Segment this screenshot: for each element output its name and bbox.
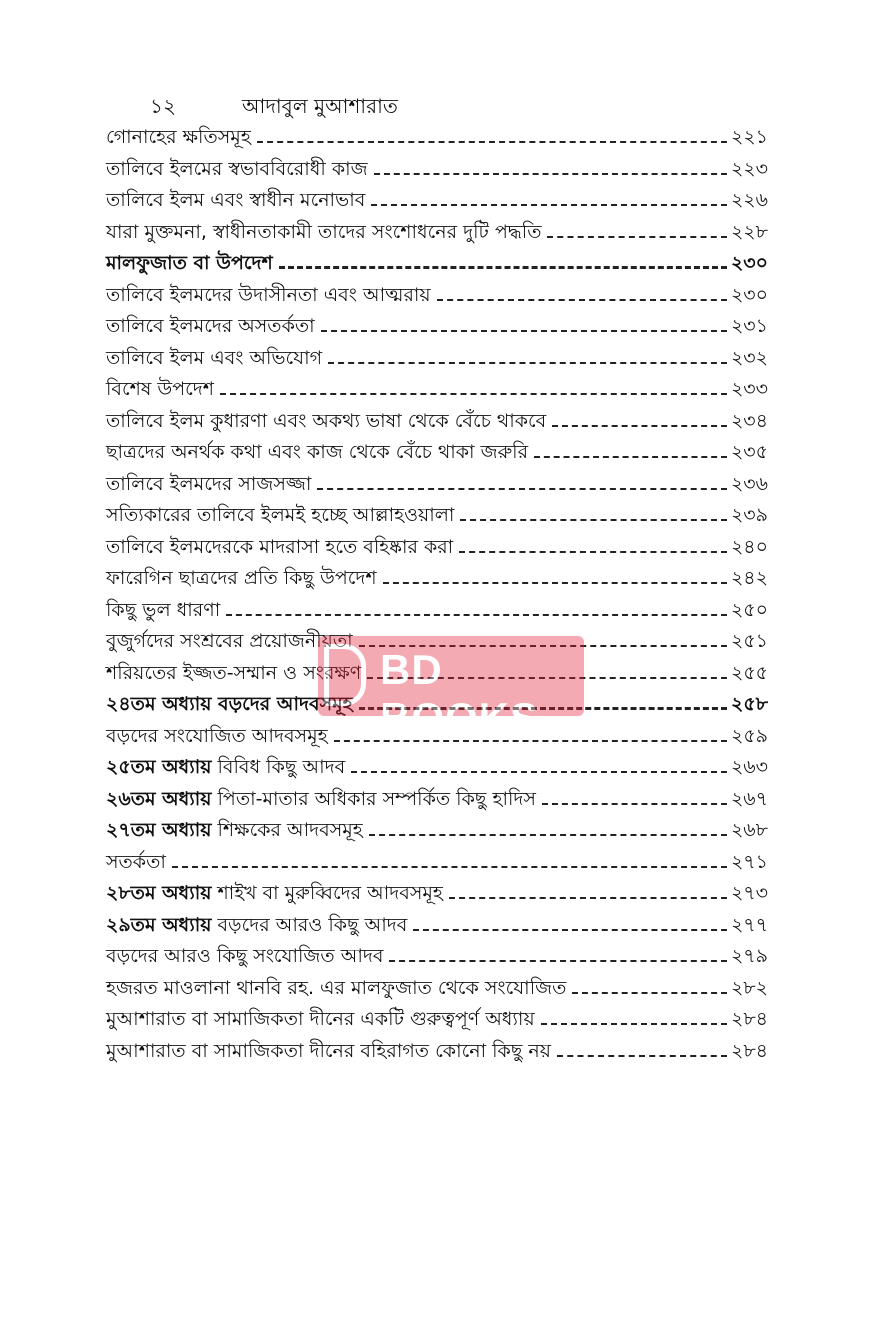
- toc-entry: [106, 532, 768, 564]
- toc-entry-page: ২৩৪: [730, 409, 768, 432]
- toc-entry-page: ২৬৮: [730, 819, 768, 841]
- dot-leader: [359, 645, 727, 647]
- chapter-label: ২৪তম অধ্যায়: [106, 693, 212, 715]
- toc-entry-title: বড়দের আরও কিছু সংযোজিত আদব: [106, 945, 384, 967]
- dot-leader: [220, 393, 727, 395]
- toc-entry: [106, 910, 768, 942]
- toc-entry-title: তালিবে ইলমদের উদাসীনতা এবং আত্মরায়: [106, 283, 431, 306]
- toc-entry: [106, 469, 768, 501]
- toc-entry-title: তালিবে ইলমদেরকে মাদরাসা হতে বহিষ্কার করা: [106, 535, 454, 558]
- toc-entry: [106, 1004, 768, 1036]
- page-header: [150, 92, 398, 118]
- toc-entry-title: বিশেষ উপদেশ: [106, 378, 214, 400]
- toc-entry-page: ২২৬: [730, 189, 768, 211]
- dot-leader: [374, 173, 727, 175]
- dot-leader: [389, 960, 727, 962]
- dot-leader: [383, 582, 727, 584]
- toc-entry-title: [106, 752, 351, 784]
- toc-entry-page: ২৭১: [730, 850, 768, 873]
- toc-entry-title: [106, 815, 369, 847]
- chapter-title: বিবিধ কিছু আদব: [211, 756, 346, 778]
- toc-entry-title: বড়দের সংযোজিত আদবসমূহ: [106, 724, 328, 747]
- toc-entry: [106, 847, 768, 879]
- toc-entry-page: ২২৮: [730, 220, 768, 243]
- chapter-label: ২৮তম অধ্যায়: [106, 882, 212, 904]
- dot-leader: [437, 299, 727, 301]
- chapter-title: পিতা-মাতার অধিকার সম্পর্কিত কিছু হাদিস: [211, 787, 536, 810]
- toc-entry-page: ২৩০: [730, 283, 768, 306]
- toc-entry: [106, 280, 768, 312]
- chapter-label: ২৭তম অধ্যায়: [106, 819, 212, 841]
- page-number: ১২: [150, 94, 176, 118]
- toc-entry-page: ২৪০: [730, 535, 768, 558]
- toc-entry-title: সতর্কতা: [106, 850, 166, 873]
- toc-entry-title: তালিবে ইলম এবং স্বাধীন মনোভাব: [106, 189, 366, 211]
- toc-entry-page: ২৩০: [730, 252, 768, 274]
- toc-entry: [106, 437, 768, 469]
- toc-entry: [106, 595, 768, 627]
- dot-leader: [541, 1023, 727, 1025]
- dot-leader: [534, 456, 727, 458]
- dot-leader: [226, 614, 727, 616]
- dot-leader: [547, 236, 726, 238]
- chapter-title: শিক্ষকের আদবসমূহ: [211, 819, 363, 841]
- toc-entry: [106, 973, 768, 1005]
- toc-entry: [106, 1036, 768, 1068]
- dot-leader: [460, 519, 727, 521]
- chapter-title: শাইখ বা মুরুব্বিদের আদবসমূহ: [211, 882, 443, 904]
- toc-entry-title: তালিবে ইলমের স্বভাববিরোধী কাজ: [106, 157, 368, 180]
- toc-entry-title: [106, 784, 542, 816]
- toc-entry-title: তালিবে ইলমদের সাজসজ্জা: [106, 472, 312, 495]
- toc-entry-page: ২৭৩: [730, 882, 768, 904]
- toc-entry-title: মুআশারাত বা সামাজিকতা দীনের বহিরাগত কোনো কিছু নয়: [106, 1039, 551, 1062]
- chapter-label: ২৬তম অধ্যায়: [106, 787, 212, 810]
- toc-entry-page: ২৮২: [730, 976, 768, 999]
- dot-leader: [557, 1055, 727, 1057]
- toc-entry-page: ২৫০: [730, 598, 768, 621]
- toc-entry: [106, 941, 768, 973]
- toc-entry-title: ফারেগিন ছাত্রদের প্রতি কিছু উপদেশ: [106, 567, 377, 589]
- chapter-label: ২৯তম অধ্যায়: [106, 913, 212, 936]
- toc-entry-page: ২৩৫: [730, 441, 768, 463]
- toc-entry-page: ২৮৪: [730, 1008, 768, 1030]
- toc-entry-page: ২৭৯: [730, 945, 768, 967]
- toc-entry-title: তালিবে ইলম এবং অভিযোগ: [106, 346, 323, 369]
- toc-entry-title: হজরত মাওলানা থানবি রহ. এর মালফুজাত থেকে সংযোজিত: [106, 976, 567, 999]
- toc-entry: [106, 626, 768, 658]
- toc-entry-page: ২৩২: [730, 346, 768, 369]
- toc-entry: [106, 500, 768, 532]
- dot-leader: [371, 204, 727, 206]
- dot-leader: [542, 803, 727, 805]
- toc-entry-title: সত্যিকারের তালিবে ইলমই হচ্ছে আল্লাহওয়ালা: [106, 504, 455, 526]
- toc-entry: [106, 154, 768, 186]
- toc-entry-title: মুআশারাত বা সামাজিকতা দীনের একটি গুরুত্বপূর্ণ অধ্যায়: [106, 1008, 535, 1030]
- toc-entry: [106, 311, 768, 343]
- toc-entry-title: [106, 910, 413, 942]
- toc-entry-page: ২৬৭: [730, 787, 768, 810]
- toc-entry-page: ২৩১: [730, 315, 768, 337]
- toc-entry-page: ২৭৭: [730, 913, 768, 936]
- toc-entry: [106, 563, 768, 595]
- toc-entry-title: তালিবে ইলম কুধারণা এবং অকথ্য ভাষা থেকে বেঁচে থাকবে: [106, 409, 547, 432]
- chapter-label: ২৫তম অধ্যায়: [106, 756, 212, 778]
- dot-leader: [369, 834, 727, 836]
- dot-leader: [279, 266, 727, 269]
- dot-leader: [172, 866, 727, 868]
- toc-entry-page: ২৫৯: [730, 724, 768, 747]
- toc-entry-title: মালফুজাত বা উপদেশ: [106, 252, 273, 274]
- toc-entry-title: তালিবে ইলমদের অসতর্কতা: [106, 315, 315, 337]
- toc-entry-title: যারা মুক্তমনা, স্বাধীনতাকামী তাদের সংশোধনের দুটি পদ্ধতি: [106, 220, 542, 243]
- dot-leader: [413, 929, 727, 931]
- table-of-contents: [106, 122, 768, 1067]
- toc-entry-title: গোনাহের ক্ষতিসমূহ: [106, 126, 251, 148]
- dot-leader: [334, 740, 727, 742]
- toc-entry-title: কিছু ভুল ধারণা: [106, 598, 221, 621]
- toc-entry-title: [106, 689, 359, 721]
- toc-entry-page: ২৫৮: [730, 693, 768, 715]
- toc-entry: [106, 185, 768, 217]
- toc-entry: [106, 784, 768, 816]
- chapter-title: বড়দের আদবসমূহ: [211, 693, 353, 715]
- dot-leader: [572, 992, 727, 994]
- toc-entry-page: ২৩৩: [730, 378, 768, 400]
- dot-leader: [257, 141, 727, 143]
- dot-leader: [459, 551, 727, 553]
- toc-entry: [106, 878, 768, 910]
- toc-entry: [106, 752, 768, 784]
- toc-entry: [106, 343, 768, 375]
- toc-entry-title: শরিয়তের ইজ্জত-সম্মান ও সংরক্ষণ: [106, 661, 362, 684]
- toc-entry: [106, 721, 768, 753]
- toc-entry-page: ২৬৩: [730, 756, 768, 778]
- dot-leader: [317, 488, 727, 490]
- toc-entry-page: ২৫৫: [730, 661, 768, 684]
- toc-entry: [106, 815, 768, 847]
- toc-entry: [106, 374, 768, 406]
- toc-entry-page: ২২১: [730, 126, 768, 148]
- toc-entry-title: [106, 878, 449, 910]
- toc-entry-title: বুজুর্গদের সংশ্রবের প্রয়োজনীয়তা: [106, 630, 353, 652]
- toc-entry: [106, 122, 768, 154]
- dot-leader: [359, 707, 727, 710]
- toc-entry: [106, 248, 768, 280]
- toc-entry-title: ছাত্রদের অনর্থক কথা এবং কাজ থেকে বেঁচে থাকা জরুরি: [106, 441, 529, 463]
- dot-leader: [552, 425, 727, 427]
- toc-entry: [106, 689, 768, 721]
- toc-entry-page: ২৪২: [730, 567, 768, 589]
- toc-entry: [106, 217, 768, 249]
- dot-leader: [351, 771, 727, 773]
- toc-entry: [106, 406, 768, 438]
- toc-entry-page: ২৮৪: [730, 1039, 768, 1062]
- toc-entry-page: ২৩৬: [730, 472, 768, 495]
- dot-leader: [449, 897, 727, 899]
- running-title: আদাবুল মুআশারাত: [242, 94, 398, 118]
- dot-leader: [328, 362, 727, 364]
- toc-entry: [106, 658, 768, 690]
- chapter-title: বড়দের আরও কিছু আদব: [211, 913, 408, 936]
- toc-entry-page: ২৩৯: [730, 504, 768, 526]
- dot-leader: [367, 677, 727, 679]
- toc-entry-page: ২২৩: [730, 157, 768, 180]
- dot-leader: [321, 330, 727, 332]
- watermark-text: BD BOOKS: [380, 646, 540, 741]
- toc-entry-page: ২৫১: [730, 630, 768, 652]
